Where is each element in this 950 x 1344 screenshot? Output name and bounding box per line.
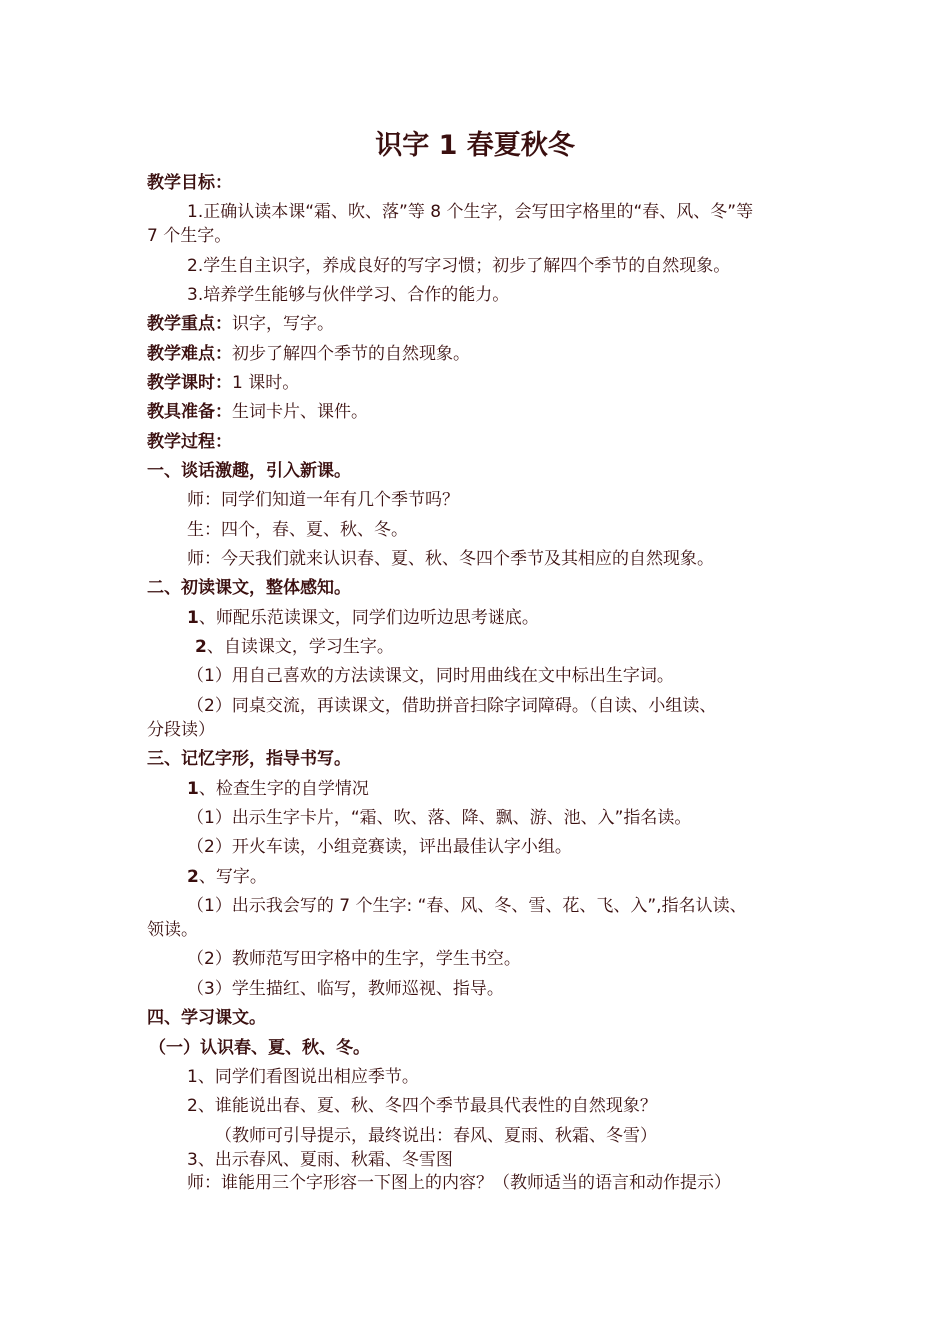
section-4-heading: 四、学习课文。 [147, 1008, 266, 1028]
key-points-label: 教学重点： [147, 314, 232, 334]
section-3-item-1 [187, 777, 369, 801]
section-3-item-1b: （2）开火车读，小组竞赛读，评出最佳认字小组。 [187, 837, 572, 857]
section-3-item-2b: （2）教师范写田字格中的生字，学生书空。 [187, 949, 521, 969]
class-hours-text: 1 课时。 [232, 373, 300, 393]
section-2-item-2-number: 2 [195, 637, 207, 657]
section-2-item-1 [187, 606, 539, 630]
section-2-item-2a: （1）用自己喜欢的方法读课文，同时用曲线在文中标出生字词。 [187, 666, 674, 686]
section-4-line-2: 2、谁能说出春、夏、秋、冬四个季节最具代表性的自然现象？ [187, 1096, 657, 1116]
section-3-item-1-text: 、检查生字的自学情况 [198, 779, 369, 799]
section-4-line-1: 1、同学们看图说出相应季节。 [187, 1067, 419, 1087]
section-1-line-1: 师：同学们知道一年有几个季节吗？ [187, 490, 459, 510]
section-1-line-2: 生：四个，春、夏、秋、冬。 [187, 520, 408, 540]
section-3-item-1a: （1）出示生字卡片，“霜、吹、落、降、飘、游、池、入”指名读。 [187, 808, 692, 828]
section-1-heading: 一、谈话激趣，引入新课。 [147, 461, 351, 481]
key-points [147, 312, 334, 336]
section-2-item-2 [195, 635, 394, 659]
process-label: 教学过程： [147, 432, 232, 452]
difficulty [147, 342, 470, 366]
teaching-tools-label: 教具准备： [147, 402, 232, 422]
difficulty-text: 初步了解四个季节的自然现象。 [232, 344, 470, 364]
section-3-item-2a-line-2: 领读。 [147, 920, 198, 940]
section-3-item-1-number: 1 [187, 779, 199, 799]
teaching-tools [147, 400, 368, 424]
teaching-tools-text: 生词卡片、课件。 [232, 402, 368, 422]
section-4-line-5: 师：谁能用三个字形容一下图上的内容？（教师适当的语言和动作提示） [187, 1173, 731, 1193]
section-3-item-2c: （3）学生描红、临写，教师巡视、指导。 [187, 979, 504, 999]
page-title: 识字 1 春夏秋冬 [375, 130, 575, 161]
section-3-item-2-number: 2 [187, 867, 199, 887]
class-hours [147, 371, 299, 395]
section-3-item-2-text: 、写字。 [198, 867, 267, 887]
class-hours-label: 教学课时： [147, 373, 232, 393]
objective-1-line-2: 7 个生字。 [147, 226, 232, 246]
section-2-item-2-text: 、自读课文，学习生字。 [206, 637, 394, 657]
section-3-item-2 [187, 865, 267, 889]
section-2-item-1-text: 、师配乐范读课文，同学们边听边思考谜底。 [198, 608, 539, 628]
objective-2: 2.学生自主识字，养成良好的写字习惯；初步了解四个季节的自然现象。 [187, 256, 731, 276]
section-4-line-3: （教师可引导提示，最终说出：春风、夏雨、秋霜、冬雪） [215, 1126, 657, 1146]
objective-3: 3.培养学生能够与伙伴学习、合作的能力。 [187, 285, 510, 305]
section-4-line-4: 3、出示春风、夏雨、秋霜、冬雪图 [187, 1150, 453, 1170]
key-points-text: 识字，写字。 [232, 314, 334, 334]
section-2-item-2b-line-2: 分段读） [147, 720, 215, 740]
difficulty-label: 教学难点： [147, 344, 232, 364]
objectives-label: 教学目标： [147, 173, 232, 193]
section-2-item-2b-line-1: （2）同桌交流，再读课文，借助拼音扫除字词障碍。（自读、小组读、 [187, 696, 717, 716]
section-2-item-1-number: 1 [187, 608, 199, 628]
section-3-item-2a-line-1: （1）出示我会写的 7 个生字: “春、风、冬、雪、花、飞、入”,指名认读、 [187, 896, 747, 916]
objective-1-line-1: 1.正确认读本课“霜、吹、落”等 8 个生字，会写田字格里的“春、风、冬”等 [187, 202, 754, 222]
section-3-heading: 三、记忆字形，指导书写。 [147, 749, 351, 769]
section-1-line-3: 师：今天我们就来认识春、夏、秋、冬四个季节及其相应的自然现象。 [187, 549, 714, 569]
section-2-heading: 二、初读课文，整体感知。 [147, 578, 351, 598]
section-4-subheading: （一）认识春、夏、秋、冬。 [149, 1038, 370, 1058]
